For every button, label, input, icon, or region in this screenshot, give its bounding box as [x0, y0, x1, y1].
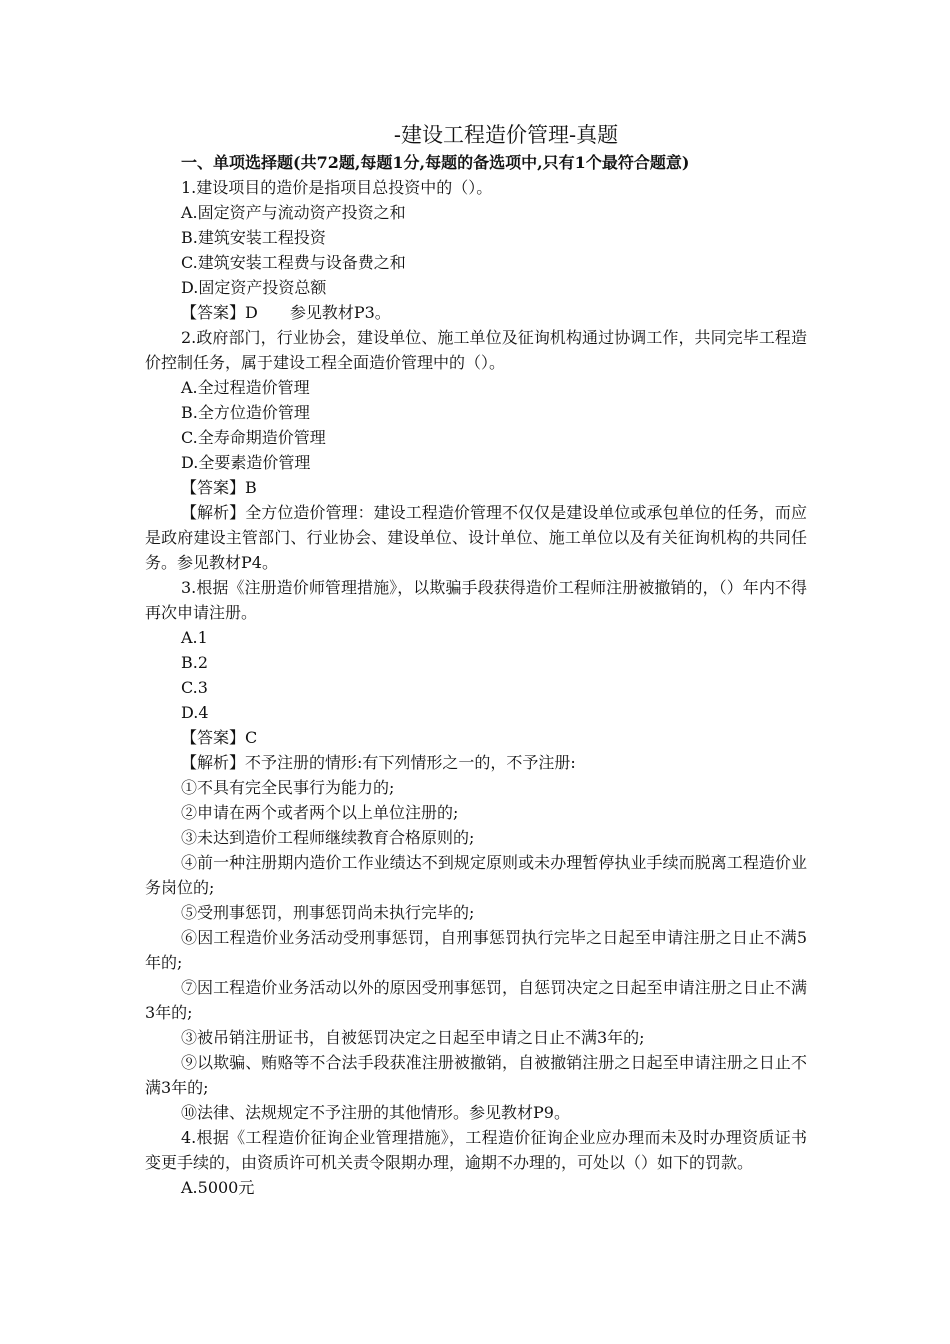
q3-option-b: B.2	[181, 653, 209, 672]
document-page	[145, 120, 807, 1200]
q3-option-a: A.1	[181, 628, 208, 647]
q3-item-4: ④前一种注册期内造价工作业绩达不到规定原则或未办理暂停执业手续而脱离工程造价业务岗位的;	[145, 853, 807, 897]
q3-answer: 【答案】C	[181, 728, 258, 747]
q3-item-8: ③被吊销注册证书，自被惩罚决定之日起至申请之日止不满3年的;	[181, 1028, 645, 1047]
q1-option-b: B.建筑安装工程投资	[181, 228, 326, 247]
q3-item-6: ⑥因工程造价业务活动受刑事惩罚，自刑事惩罚执行完毕之日起至申请注册之日止不满5年的;	[145, 928, 807, 972]
q3-item-10: ⑩法律、法规规定不予注册的其他情形。参见教材P9。	[181, 1103, 570, 1122]
q2-option-a: A.全过程造价管理	[181, 378, 310, 397]
q3-item-2: ②申请在两个或者两个以上单位注册的;	[181, 803, 459, 822]
q3-option-d: D.4	[181, 703, 209, 722]
q4-option-a: A.5000元	[181, 1178, 255, 1197]
q1-option-c: C.建筑安装工程费与设备费之和	[181, 253, 406, 272]
q3-item-3: ③未达到造价工程师继续教育合格原则的;	[181, 828, 475, 847]
q1-answer: 【答案】D 参见教材P3。	[181, 303, 391, 322]
q3-item-7: ⑦因工程造价业务活动以外的原因受刑事惩罚，自惩罚决定之日起至申请注册之日止不满3年的;	[145, 978, 807, 1022]
q2-analysis: 【解析】全方位造价管理：建设工程造价管理不仅仅是建设单位或承包单位的任务，而应是政府建设主管部门、行业协会、建设单位、设计单位、施工单位以及有关征询机构的共同任务。参见教材P4。	[145, 503, 807, 572]
q2-option-d: D.全要素造价管理	[181, 453, 311, 472]
q3-analysis: 【解析】不予注册的情形:有下列情形之一的，不予注册:	[181, 753, 576, 772]
q3-item-9: ⑨以欺骗、贿赂等不合法手段获准注册被撤销，自被撤销注册之日起至申请注册之日止不满3年的;	[145, 1053, 807, 1097]
q1-stem: 1.建设项目的造价是指项目总投资中的（）。	[181, 178, 493, 197]
document-title: -建设工程造价管理-真题	[393, 123, 619, 147]
q3-option-c: C.3	[181, 678, 208, 697]
q3-item-1: ①不具有完全民事行为能力的;	[181, 778, 395, 797]
q2-option-b: B.全方位造价管理	[181, 403, 310, 422]
q2-stem: 2.政府部门，行业协会，建设单位、施工单位及征询机构通过协调工作，共同完毕工程造价控制任务，属于建设工程全面造价管理中的（）。	[145, 328, 807, 372]
q3-item-5: ⑤受刑事惩罚，刑事惩罚尚未执行完毕的;	[181, 903, 475, 922]
section-heading: 一、单项选择题(共72题,每题1分,每题的备选项中,只有1个最符合题意)	[181, 153, 690, 172]
q1-option-d: D.固定资产投资总额	[181, 278, 327, 297]
q2-option-c: C.全寿命期造价管理	[181, 428, 326, 447]
q2-answer: 【答案】B	[181, 478, 257, 497]
q1-option-a: A.固定资产与流动资产投资之和	[181, 203, 406, 222]
q4-stem: 4.根据《工程造价征询企业管理措施》，工程造价征询企业应办理而未及时办理资质证书变更手续的，由资质许可机关责令限期办理，逾期不办理的，可处以（）如下的罚款。	[145, 1128, 807, 1172]
q3-stem: 3.根据《注册造价师管理措施》，以欺骗手段获得造价工程师注册被撤销的，（）年内不得再次申请注册。	[145, 578, 807, 622]
